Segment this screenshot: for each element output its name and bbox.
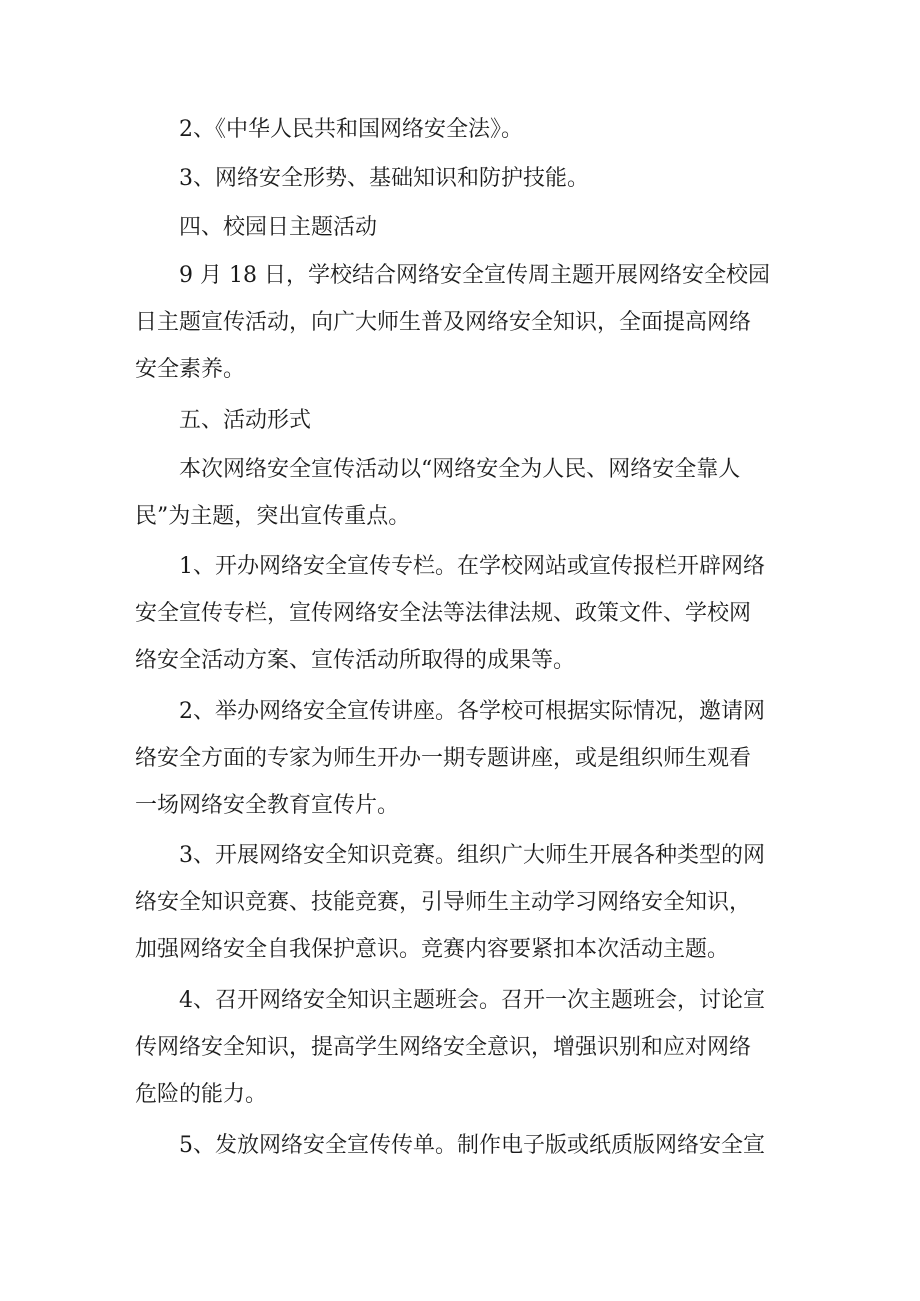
text-line: 3、网络安全形势、基础知识和防护技能。 xyxy=(179,166,589,191)
text-line: 一场网络安全教育宣传片。 xyxy=(135,793,400,818)
paragraph-theme xyxy=(135,446,795,540)
text-line: 四、校园日主题活动 xyxy=(179,215,378,240)
paragraph-campus-day xyxy=(135,252,795,393)
text-line: 五、活动形式 xyxy=(179,408,312,433)
text-line: 民”为主题，突出宣传重点。 xyxy=(135,504,411,529)
paragraph-item-2-law xyxy=(135,106,795,153)
text-line: 4、召开网络安全知识主题班会。召开一次主题班会，讨论宣 xyxy=(179,988,765,1013)
text-line: 9 月 18 日，学校结合网络安全宣传周主题开展网络安全校园 xyxy=(179,263,770,288)
paragraph-item-3-contest xyxy=(135,832,795,973)
paragraph-item-5-leaflets xyxy=(135,1122,795,1169)
text-line: 加强网络安全自我保护意识。竞赛内容要紧扣本次活动主题。 xyxy=(135,937,730,962)
text-line: 传网络安全知识，提高学生网络安全意识，增强识别和应对网络 xyxy=(135,1035,752,1060)
text-line: 危险的能力。 xyxy=(135,1082,268,1107)
section-heading-activity-form xyxy=(135,397,795,444)
text-line: 络安全知识竞赛、技能竞赛，引导师生主动学习网络安全知识， xyxy=(135,890,752,915)
paragraph-item-1-column xyxy=(135,543,795,684)
paragraph-item-2-lecture xyxy=(135,688,795,829)
text-line: 5、发放网络安全宣传传单。制作电子版或纸质版网络安全宣 xyxy=(179,1133,765,1158)
text-line: 2、举办网络安全宣传讲座。各学校可根据实际情况，邀请网 xyxy=(179,699,765,724)
section-heading-campus-day xyxy=(135,204,795,251)
text-line: 1、开办网络安全宣传专栏。在学校网站或宣传报栏开辟网络 xyxy=(179,554,765,579)
paragraph-item-4-class-meeting xyxy=(135,977,795,1118)
text-line: 安全素养。 xyxy=(135,357,246,382)
text-line: 络安全活动方案、宣传活动所取得的成果等。 xyxy=(135,648,576,673)
paragraph-item-3-skills xyxy=(135,155,795,202)
text-line: 络安全方面的专家为师生开办一期专题讲座，或是组织师生观看 xyxy=(135,746,752,771)
text-line: 安全宣传专栏，宣传网络安全法等法律法规、政策文件、学校网 xyxy=(135,601,752,626)
text-line: 本次网络安全宣传活动以“网络安全为人民、网络安全靠人 xyxy=(179,457,741,482)
text-line: 日主题宣传活动，向广大师生普及网络安全知识，全面提高网络 xyxy=(135,310,752,335)
text-line: 3、开展网络安全知识竞赛。组织广大师生开展各种类型的网 xyxy=(179,843,765,868)
text-line: 2、《中华人民共和国网络安全法》。 xyxy=(179,117,523,142)
